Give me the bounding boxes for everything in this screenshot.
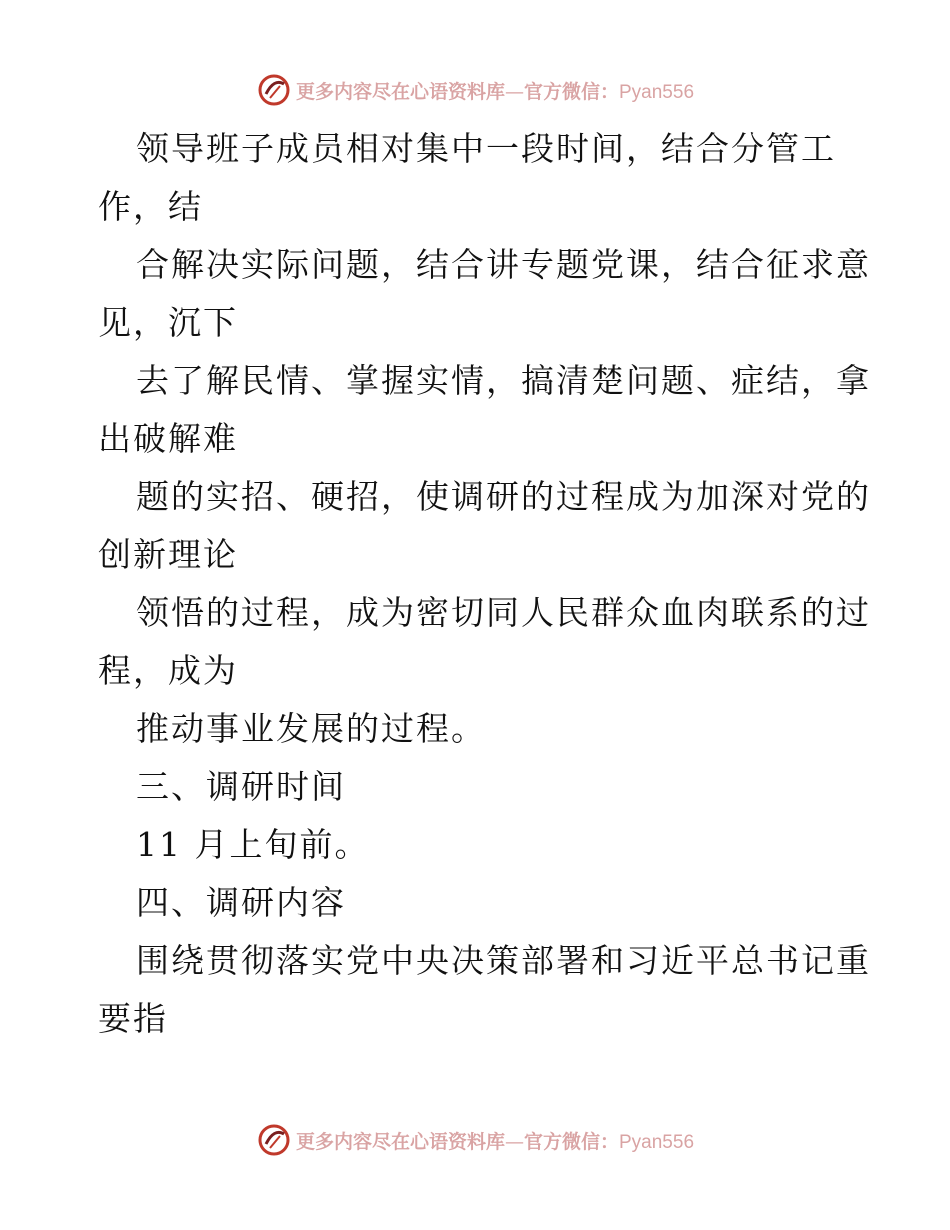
header-watermark-handle: Pyan556 xyxy=(619,81,695,103)
brand-logo-icon xyxy=(256,1122,292,1158)
document-body xyxy=(98,120,871,1048)
footer-watermark-text: 更多内容尽在心语资料库 xyxy=(295,1130,505,1153)
body-line: 题的实招、硬招，使调研的过程成为加深对党的 xyxy=(136,477,871,516)
body-line: 要指 xyxy=(98,999,168,1038)
body-line: 推动事业发展的过程。 xyxy=(136,709,486,748)
section-heading-time: 三、调研时间 xyxy=(136,767,346,806)
body-line: 出破解难 xyxy=(98,419,238,458)
header-watermark xyxy=(0,70,950,110)
footer-watermark-contact-label: 官方微信： xyxy=(523,1130,619,1153)
section-heading-content: 四、调研内容 xyxy=(136,883,346,922)
header-watermark-text: 更多内容尽在心语资料库 xyxy=(295,80,505,103)
body-line: 见，沉下 xyxy=(98,303,238,342)
body-line: 围绕贯彻落实党中央决策部署和习近平总书记重 xyxy=(136,941,871,980)
body-line: 去了解民情、掌握实情，搞清楚问题、症结，拿 xyxy=(136,361,871,400)
body-line: 合解决实际问题，结合讲专题党课，结合征求意 xyxy=(136,245,871,284)
body-line: 作，结 xyxy=(98,187,203,226)
body-line: 11 月上旬前。 xyxy=(136,825,370,864)
body-line: 领悟的过程，成为密切同人民群众血肉联系的过 xyxy=(136,593,871,632)
footer-watermark-handle: Pyan556 xyxy=(619,1131,695,1153)
brand-logo-icon xyxy=(256,72,292,108)
body-line: 程，成为 xyxy=(98,651,238,690)
body-line: 领导班子成员相对集中一段时间，结合分管工 xyxy=(136,129,836,168)
header-watermark-contact-label: 官方微信： xyxy=(523,80,619,103)
body-line: 创新理论 xyxy=(98,535,238,574)
header-watermark-dash: — xyxy=(504,80,524,103)
footer-watermark xyxy=(0,1120,950,1160)
footer-watermark-dash: — xyxy=(504,1130,524,1153)
